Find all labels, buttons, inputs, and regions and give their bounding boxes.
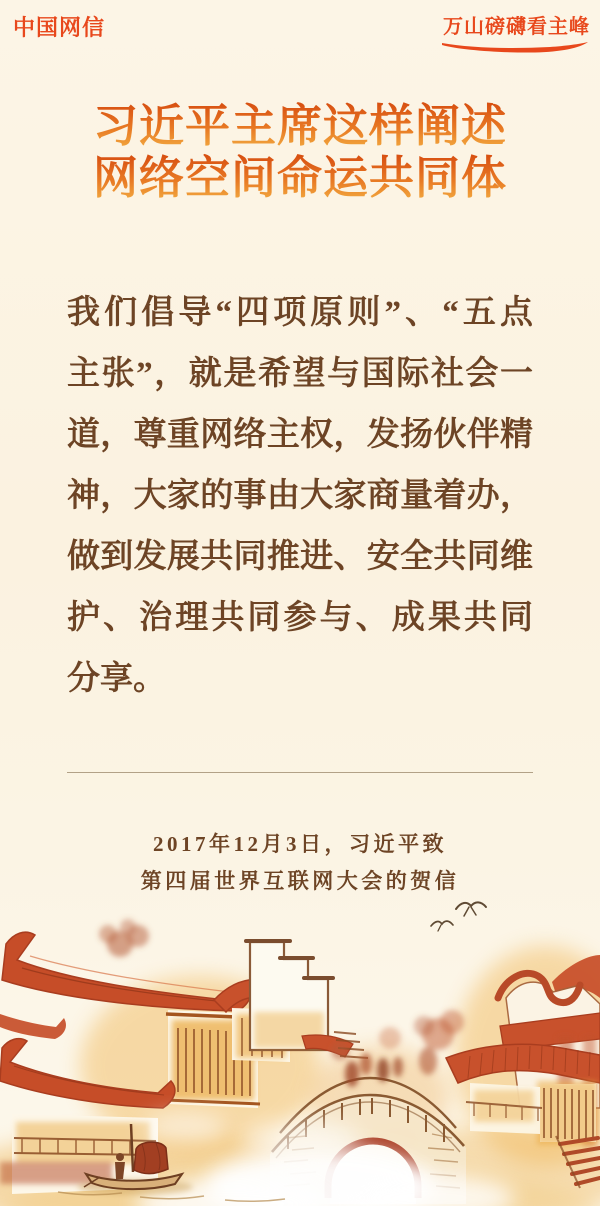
quote-text [67,283,533,710]
page-title [0,100,600,204]
title-line-2: 网络空间命运共同体 [0,152,600,204]
watertown-illustration [0,886,600,1206]
quote-line: 我们倡导“四项原则”、“五点 [67,295,533,331]
quote-line: 做到发展共同推进、安全共同维 [67,539,533,575]
brand-logo-right [440,10,590,53]
brand-logo-left: 中国网信 [13,15,106,40]
attribution-line-1: 2017年12月3日，习近平致 [153,832,447,856]
quote-line: 道，尊重网络主权，发扬伙伴精 [67,417,533,453]
stepped-gable-house [246,941,368,1058]
quote-line: 护、治理共同参与、成果共同 [67,600,533,636]
brand-right-text: 万山磅礴看主峰 [443,16,590,38]
divider-line [67,772,533,773]
quote-line: 分享。 [67,661,166,697]
tree-icon [99,919,149,957]
swallow-icons [431,902,486,931]
attribution-line-2: 第四届世界互联网大会的贺信 [140,869,460,893]
brush-stroke-icon [440,39,590,53]
title-line-1: 习近平主席这样阐述 [0,100,600,152]
quote-line: 神，大家的事由大家商量着办， [67,478,533,514]
quote-line: 主张”，就是希望与国际社会一 [67,356,533,392]
